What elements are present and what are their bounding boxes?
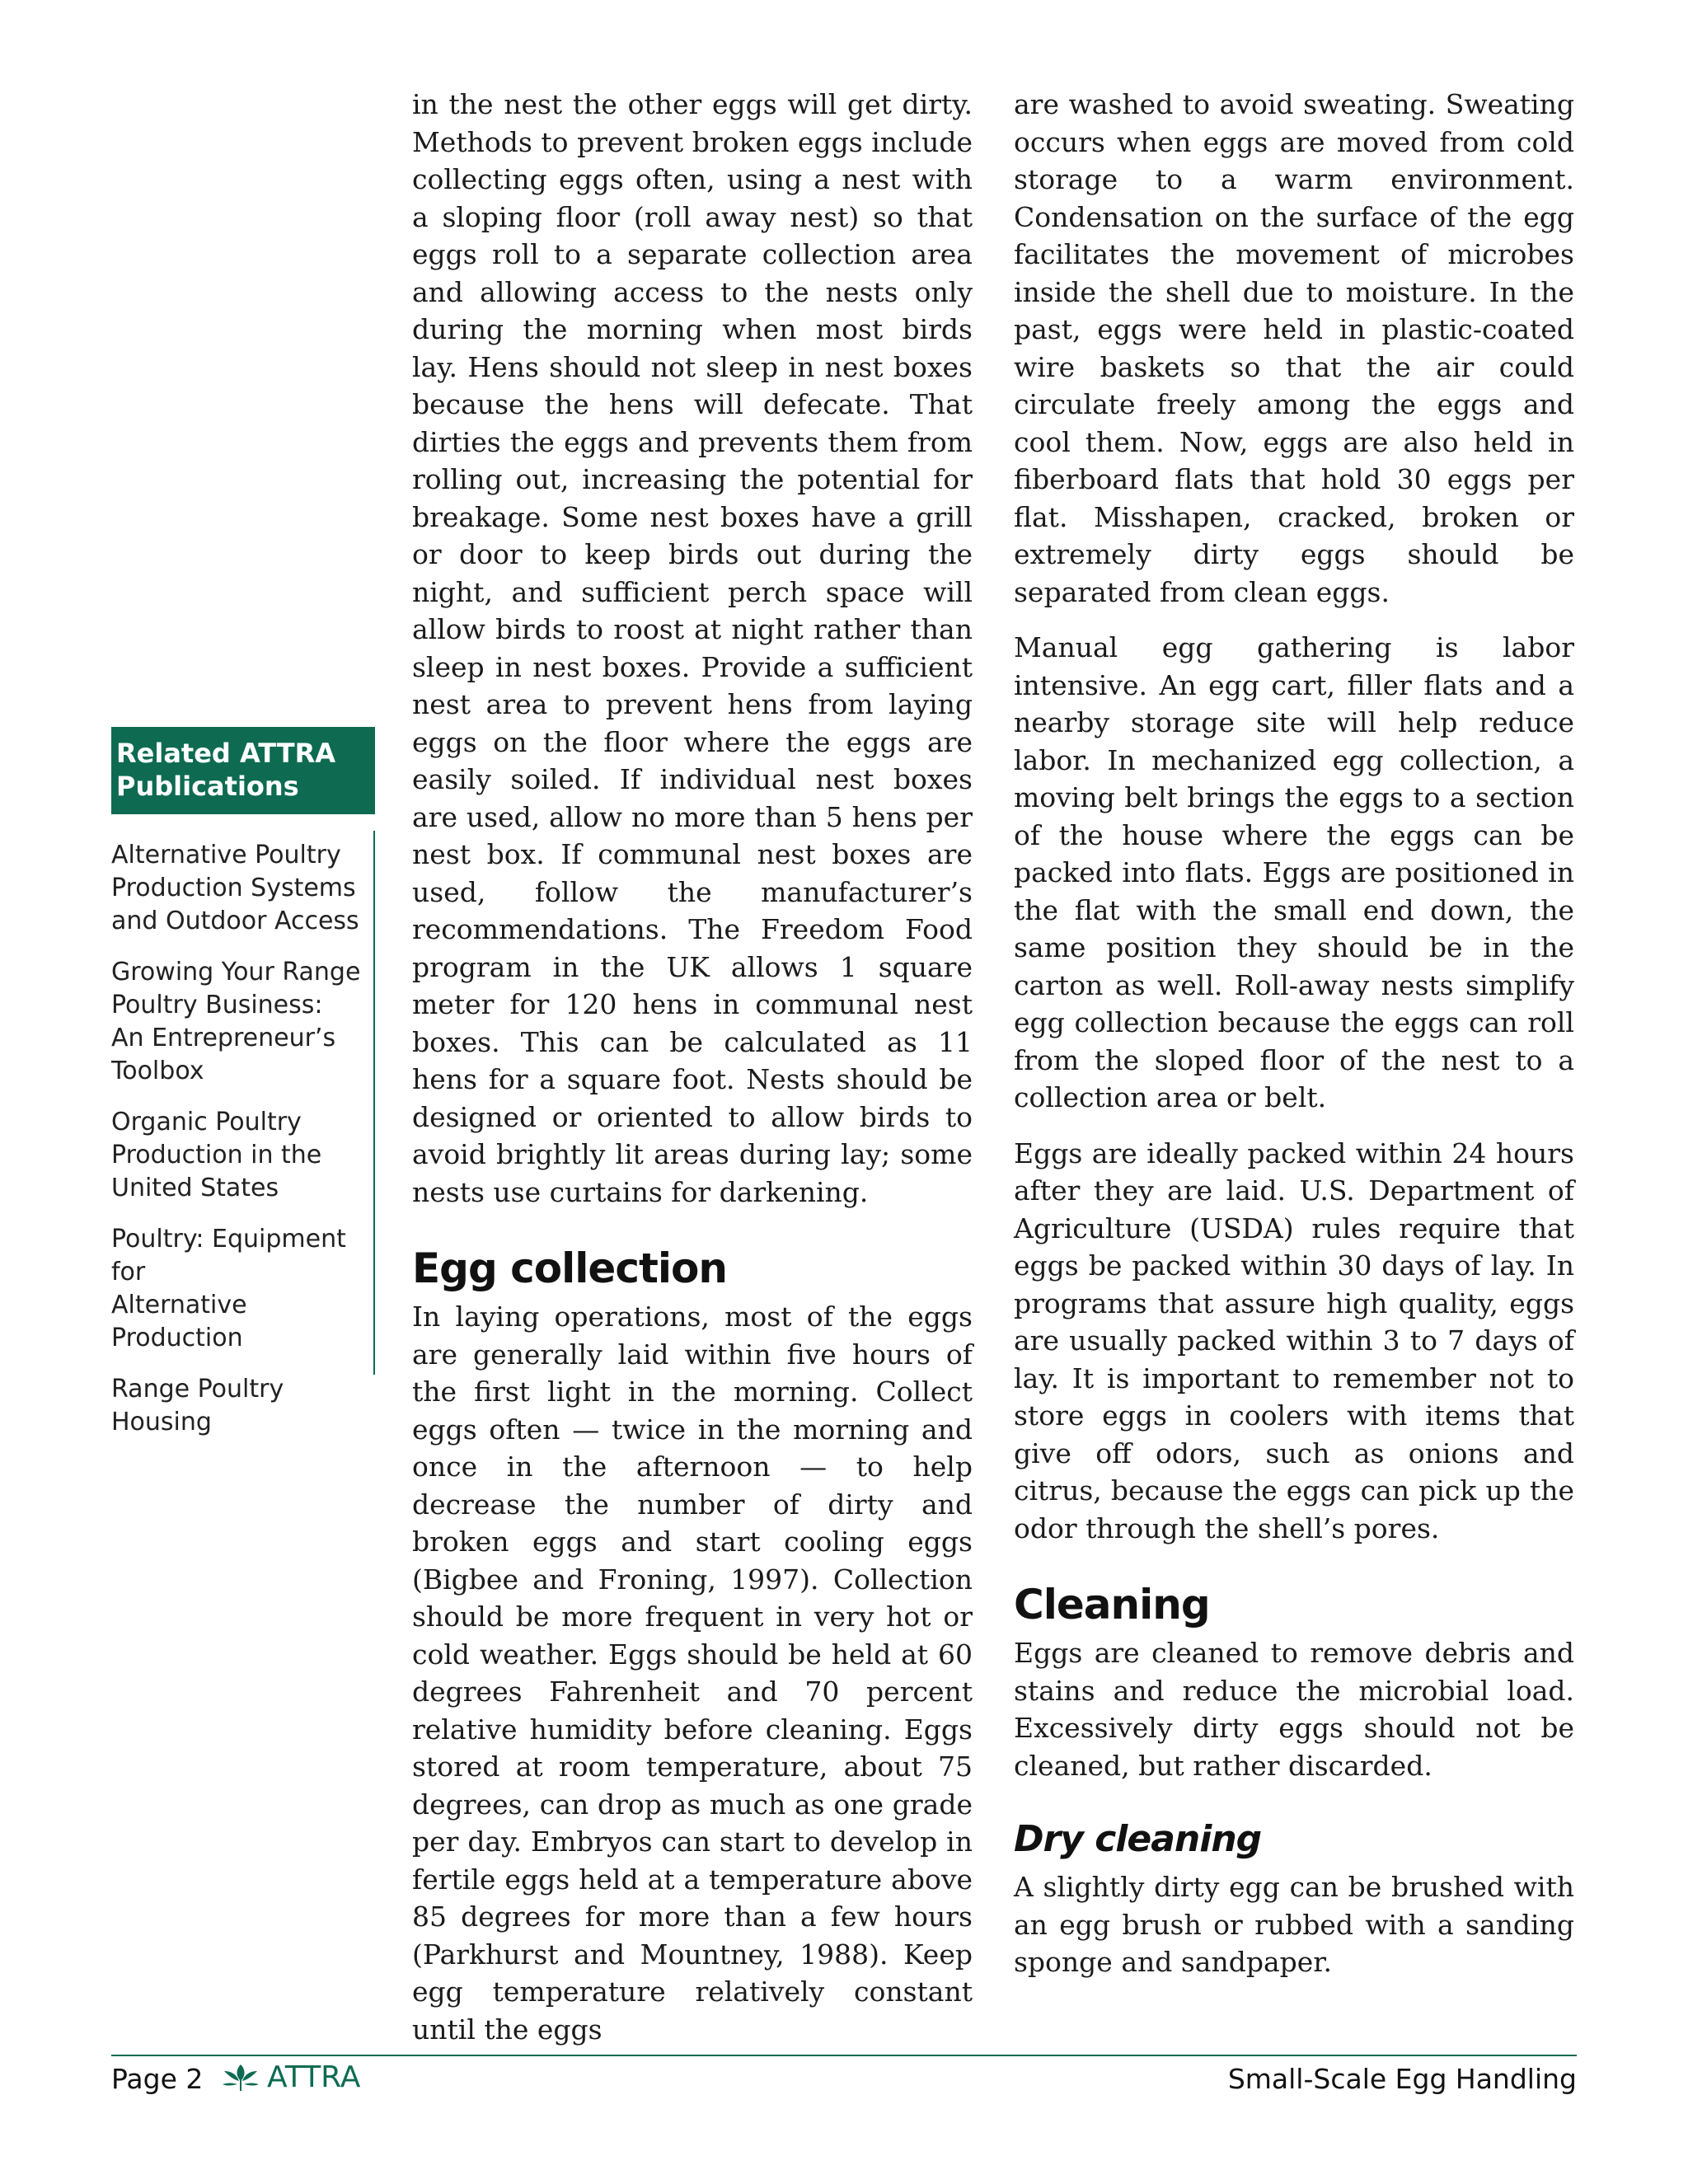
heading-cleaning: Cleaning — [1014, 1581, 1210, 1629]
text-column-left — [412, 86, 973, 2066]
related-publication-link[interactable]: Poultry: Equipment for Alternative Production — [111, 1225, 346, 1352]
attra-wordmark: ATTRA — [267, 2060, 361, 2094]
heading-egg-collection: Egg collection — [412, 1244, 727, 1292]
paragraph-egg-collection: In laying operations, most of the eggs are generally laid within five hours of the first light in the morning. Collect eggs often — twice in the morning and once in the afternoon — to help decrease the number of dirty and broken eggs and start cooling eggs (Bigbee and Froning, 1997). Collection should be more frequent in very hot or cold weather. Eggs should be held at 60 degrees Fahrenheit and 70 percent relative humidity before cleaning. Eggs stored at room temperature, about 75 degrees, can drop as much as one grade per day. Embryos can start to develop in fertile eggs held at a temperature above 85 degrees for more than a few hours (Parkhurst and Mountney, 1988). Keep egg temperature relatively constant until the eggs — [412, 1301, 973, 2046]
related-publications-sidebar — [111, 727, 375, 1436]
paragraph-manual-gathering: Manual egg gathering is labor intensive. An egg cart, filler flats and a nearby storage site will help reduce labor. In mechanized egg collection, a moving belt brings the eggs to a section of the house where the eggs can be packed into flats. Eggs are positioned in the flat with the small end down, the same position they should be in the carton as well. Roll-away nests simplify egg collection because the eggs can roll from the sloped floor of the nest to a collection area or belt. — [1014, 631, 1574, 1113]
paragraph-sweating: are washed to avoid sweating. Sweating occurs when eggs are moved from cold storage to a warm environment. Condensation on the surface of the egg facilitates the movement of microbes inside the shell due to moisture. In the past, eggs were held in plastic-coated wire baskets so that the air could circulate freely among the eggs and cool them. Now, eggs are also held in fiberboard flats that hold 30 eggs per flat. Misshapen, cracked, broken or extremely dirty eggs should be separated from clean eggs. — [1014, 88, 1574, 608]
related-publication-link[interactable]: Organic Poultry Production in the United States — [111, 1108, 322, 1202]
paragraph-dry-cleaning: A slightly dirty egg can be brushed with an egg brush or rubbed with a sanding sponge and sandpaper. — [1014, 1871, 1574, 1978]
footer-divider — [111, 2055, 1577, 2056]
attra-logo — [221, 2060, 360, 2094]
heading-dry-cleaning: Dry cleaning — [1014, 1818, 1262, 1860]
text-column-right — [1014, 86, 1574, 1999]
leaf-logo-icon — [221, 2061, 260, 2094]
related-publications-title: Related ATTRA Publications — [111, 727, 375, 814]
related-publication-link[interactable]: Growing Your Range Poultry Business: An Entrepreneur’s Toolbox — [111, 958, 361, 1085]
document-title: Small-Scale Egg Handling — [1227, 2063, 1577, 2095]
paragraph-packing: Eggs are ideally packed within 24 hours after they are laid. U.S. Department of Agriculture (USDA) rules require that eggs be packed within 30 days of lay. In programs that assure high quality, eggs are usually packed within 3 to 7 days of lay. It is important to remember not to store eggs in coolers with items that give off odors, such as onions and citrus, because the eggs can pick up the odor through the shell’s pores. — [1014, 1137, 1574, 1544]
paragraph-cleaning: Eggs are cleaned to remove debris and stains and reduce the microbial load. Excessively dirty eggs should not be cleaned, but rather discarded. — [1014, 1637, 1574, 1782]
related-publication-link[interactable]: Range Poultry Housing — [111, 1375, 284, 1436]
related-publication-link[interactable]: Alternative Poultry Production Systems and Outdoor Access — [111, 841, 359, 935]
paragraph-nest-management: in the nest the other eggs will get dirty. Methods to prevent broken eggs include collecting eggs often, using a nest with a sloping floor (roll away nest) so that eggs roll to a separate collection area and allowing access to the nests only during the morning when most birds lay. Hens should not sleep in nest boxes because the hens will defecate. That dirties the eggs and prevents them from rolling out, increasing the potential for breakage. Some nest boxes have a grill or door to keep birds out during the night, and sufficient perch space will allow birds to roost at night rather than sleep in nest boxes. Provide a sufficient nest area to prevent hens from laying eggs on the floor where the eggs are easily soiled. If individual nest boxes are used, allow no more than 5 hens per nest box. If communal nest boxes are used, follow the manufacturer’s recommendations. The Freedom Food program in the UK allows 1 square meter for 120 hens in communal nest boxes. This can be calculated as 11 hens for a square foot. Nests should be designed or oriented to allow birds to avoid brightly lit areas during lay; some nests use curtains for darkening. — [412, 88, 973, 1208]
related-publications-list — [111, 831, 375, 1436]
page-number: Page 2 — [111, 2063, 204, 2095]
